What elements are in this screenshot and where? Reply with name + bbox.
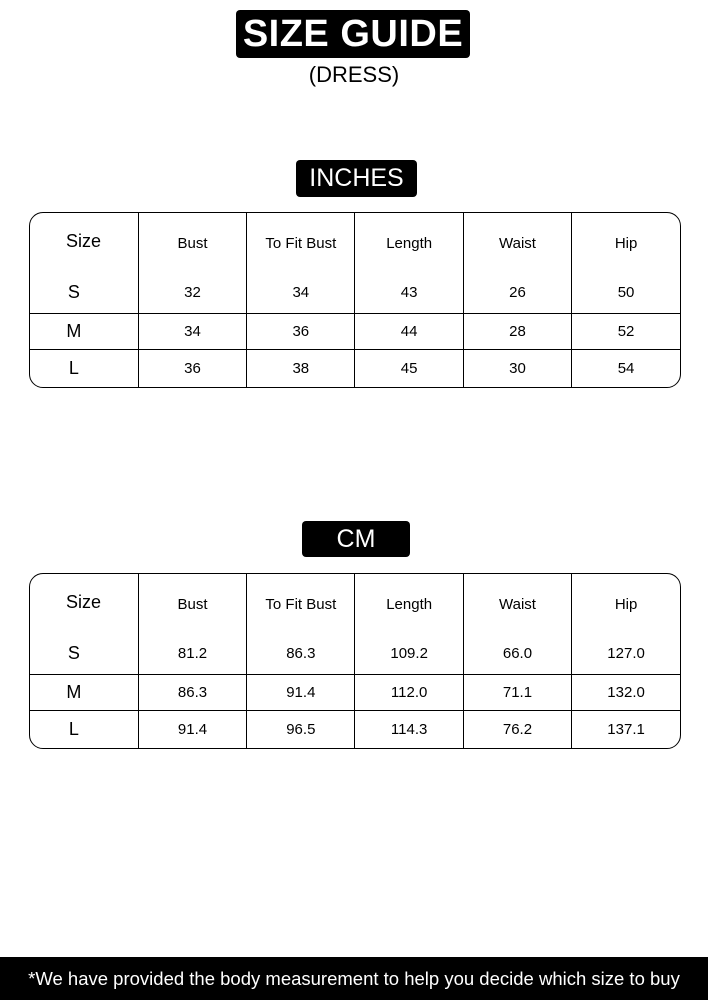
table-cell: 71.1 — [463, 674, 571, 710]
table-cell: 96.5 — [247, 710, 355, 748]
column-header: Waist — [463, 574, 571, 634]
table-cell: 91.4 — [138, 710, 246, 748]
column-header: To Fit Bust — [247, 213, 355, 273]
table-row — [30, 710, 680, 748]
column-header: Size — [30, 213, 138, 273]
column-header: Hip — [614, 595, 638, 613]
table-cell: 81.2 — [138, 634, 246, 674]
table-cell: 132.0 — [572, 674, 680, 710]
table-cell: 36 — [247, 313, 355, 349]
table-cell: 66.0 — [463, 634, 571, 674]
table-cell: 137.1 — [607, 720, 645, 738]
size-cell: M — [30, 313, 138, 349]
table-row — [30, 674, 680, 710]
size-cell: L — [30, 349, 138, 387]
column-header: Length — [355, 213, 463, 273]
size-cell: S — [30, 634, 138, 674]
table-row — [30, 634, 680, 674]
table-row — [30, 349, 680, 387]
table-cell: 26 — [463, 273, 571, 313]
column-header: Size — [30, 574, 138, 634]
table-cell: 54 — [617, 359, 635, 377]
inches-size-table — [29, 212, 681, 388]
column-header: Hip — [614, 234, 638, 252]
table-header-row — [30, 574, 680, 634]
table-cell: 44 — [355, 313, 463, 349]
table-cell: 76.2 — [463, 710, 571, 748]
table-cell: 32 — [138, 273, 246, 313]
table-cell: 43 — [355, 273, 463, 313]
column-header: To Fit Bust — [247, 574, 355, 634]
size-cell: L — [30, 710, 138, 748]
page-subtitle: (DRESS) — [308, 62, 400, 87]
table-cell: 38 — [247, 349, 355, 387]
size-cell: M — [30, 674, 138, 710]
table-cell: 109.2 — [355, 634, 463, 674]
table-cell: 28 — [463, 313, 571, 349]
table-cell: 114.3 — [355, 710, 463, 748]
table-cell: 112.0 — [355, 674, 463, 710]
size-cell: S — [30, 273, 138, 313]
cm-section-label: CM — [302, 521, 410, 557]
footer-note: *We have provided the body measurement to help you decide which size to buy — [0, 957, 708, 1000]
table-cell: 34 — [138, 313, 246, 349]
table-cell: 36 — [138, 349, 246, 387]
table-row — [30, 273, 680, 313]
table-cell: 52 — [572, 313, 680, 349]
column-header: Waist — [463, 213, 571, 273]
column-header: Bust — [138, 213, 246, 273]
inches-section-label: INCHES — [296, 160, 417, 197]
table-header-row — [30, 213, 680, 273]
table-cell: 50 — [572, 273, 680, 313]
table-cell: 86.3 — [138, 674, 246, 710]
table-cell: 91.4 — [247, 674, 355, 710]
cm-size-table — [29, 573, 681, 749]
table-cell: 34 — [247, 273, 355, 313]
table-cell: 30 — [463, 349, 571, 387]
table-row — [30, 313, 680, 349]
table-cell: 127.0 — [572, 634, 680, 674]
column-header: Bust — [138, 574, 246, 634]
column-header: Length — [355, 574, 463, 634]
page-title: SIZE GUIDE — [236, 10, 470, 58]
table-cell: 86.3 — [247, 634, 355, 674]
table-cell: 45 — [355, 349, 463, 387]
